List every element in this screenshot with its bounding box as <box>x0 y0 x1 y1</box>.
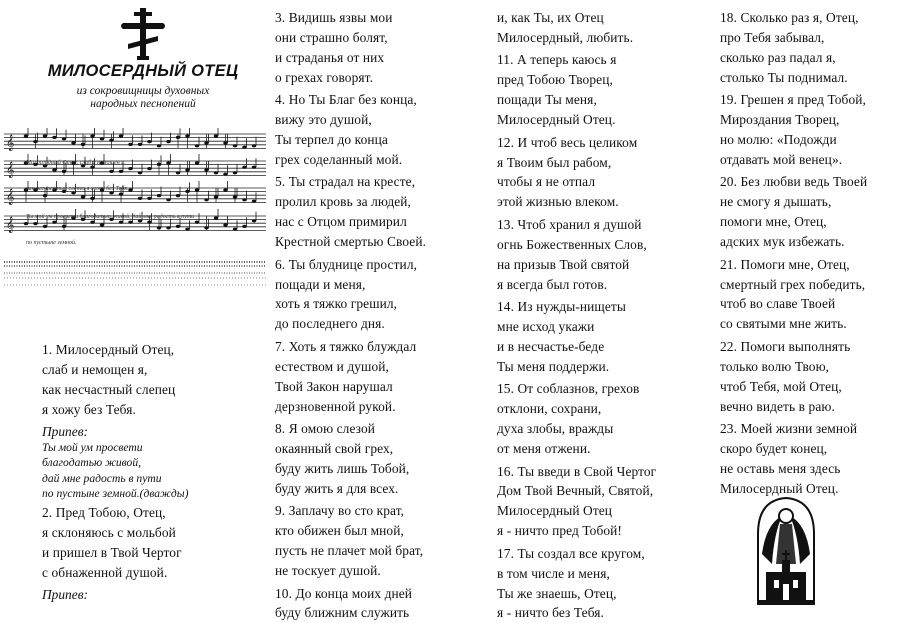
verse-line: 9. Заплачу во сто крат, <box>275 503 405 519</box>
verse-line: чтоб во славе Твоей <box>720 296 836 312</box>
verse-line: не смогу я дышать, <box>720 194 832 210</box>
stanza <box>497 297 656 377</box>
verse-line: как несчастный слепец <box>42 381 176 397</box>
verse-line: от меня отжени. <box>497 441 591 456</box>
refrain-line: дай мне радость в пути <box>42 471 162 485</box>
verse-line: я - ничто пред Тобой! <box>497 523 622 539</box>
verse-line: этой жизнью влеком. <box>497 194 619 210</box>
verse-line: 20. Без любви ведь Твоей <box>720 174 868 190</box>
verse-line: отклони, сохрани, <box>497 401 602 417</box>
stanza <box>275 337 426 417</box>
verse-line: пощади и меня, <box>275 276 366 292</box>
stanza <box>720 172 867 252</box>
refrain-line: Ты мой ум просвети <box>42 440 143 454</box>
verse-line: помоги мне, Отец, <box>720 214 827 230</box>
verse-line: с обнаженной душой. <box>42 564 168 580</box>
stanza <box>720 337 867 417</box>
stanza <box>497 8 656 48</box>
stanza <box>720 8 867 88</box>
treble-clef-icon: 𝄞 <box>6 190 15 205</box>
stanza <box>275 90 426 170</box>
verse-line: пред Тобою Творец, <box>497 72 613 88</box>
treble-clef-icon: 𝄞 <box>6 136 15 151</box>
verse-line: пусть не плачет мой брат, <box>275 543 424 559</box>
verse-line: в том числе и меня, <box>497 565 610 581</box>
verse-line: вечно видеть в раю. <box>720 398 835 414</box>
verse-line: грех соделанный мой. <box>275 151 403 167</box>
verse-line: и страданья от них <box>275 49 385 65</box>
verse-line: до последнего дня. <box>275 316 385 332</box>
verse-line: Ты же знаешь, Отец, <box>497 585 617 601</box>
verse-line: со святыми мне жить. <box>720 316 847 332</box>
verse-line: и, как Ты, их Отец <box>497 10 604 25</box>
refrain-label: Припев: <box>42 423 88 439</box>
verse-line: о грехах говорят. <box>275 69 374 85</box>
column-3 <box>497 8 656 623</box>
verse-line: 13. Чтоб хранил я душой <box>497 216 642 232</box>
subtitle-line: народных песнопений <box>90 98 196 110</box>
verse-line: 5. Ты страдал на кресте, <box>275 174 416 190</box>
music-lyric-line: по пустыне земной. <box>26 240 77 246</box>
verse-line: буду жить лишь Тобой, <box>275 460 410 476</box>
verse-line: слаб и немощен я, <box>42 361 148 377</box>
verse-line: 22. Помоги выполнять <box>720 338 851 354</box>
orthodox-cross-icon <box>120 8 166 65</box>
verse-line: чтобы я не отпал <box>497 174 596 190</box>
verse-line: Крестной смертью Своей. <box>275 234 427 250</box>
verse-line: 4. Но Ты Благ без конца, <box>275 92 417 108</box>
stanza <box>497 462 656 542</box>
verse-line: духа злобы, вражды <box>497 421 614 437</box>
verse-line: я всегда был готов. <box>497 276 608 292</box>
verse-line: сколько раз падал я, <box>720 49 836 65</box>
verse-line: буду ближним служить <box>275 605 410 621</box>
verse-line: чтоб Тебя, мой Отец, <box>720 378 842 394</box>
verse-line: столько Ты поднимал. <box>720 69 848 85</box>
verse-line: скоро будет конец, <box>720 441 828 456</box>
verse-line: дерзновенной рукой. <box>275 398 396 414</box>
stanza <box>720 255 867 335</box>
stanza <box>497 379 656 459</box>
verse-line: огнь Божественных Слов, <box>497 236 647 252</box>
verse-line: я - ничто без Тебя. <box>497 605 604 621</box>
verse-line: Мироздания Творец, <box>720 112 840 128</box>
stanza <box>275 501 426 581</box>
verse-line: отдавать мой венец». <box>720 151 843 167</box>
stanza <box>275 8 426 88</box>
stanza-1 <box>42 340 188 420</box>
verse-line: 18. Сколько раз я, Отец, <box>720 10 859 25</box>
verse-line: вижу это душой, <box>275 112 372 128</box>
stanza <box>497 544 656 623</box>
verse-line: Милосердный Отец <box>497 503 613 519</box>
verse-line: естеством и душой, <box>275 358 389 374</box>
verse-line: на призыв Твой святой <box>497 256 630 272</box>
verse-line: 10. До конца моих дней <box>275 585 413 601</box>
verse-line: пощади Ты меня, <box>497 92 597 108</box>
verse-line: я Твоим был рабом, <box>497 154 612 170</box>
angel-church-icon <box>752 494 820 611</box>
verse-line: 16. Ты введи в Свой Чертог <box>497 463 657 479</box>
refrain-line: по пустыне земной.(дважды) <box>42 487 189 501</box>
verse-line: 2. Пред Тобою, Отец, <box>42 505 166 520</box>
stanza <box>497 133 656 213</box>
verse-line: пролил кровь за людей, <box>275 194 411 210</box>
verse-line: 7. Хоть я тяжко блуждал <box>275 338 417 354</box>
verse-line: Милосердный Отец. <box>497 112 616 128</box>
verse-line: 1. Милосердный Отец, <box>42 342 175 357</box>
verse-line: Дом Твой Вечный, Святой, <box>497 483 654 499</box>
verse-line: Милосердный Отец. <box>720 480 839 496</box>
subtitle <box>40 85 246 111</box>
verse-line: Ты меня поддержи. <box>497 358 610 374</box>
verse-line: хоть я тяжко грешил, <box>275 296 398 312</box>
verse-line: 3. Видишь язвы мои <box>275 10 393 25</box>
verse-line: 8. Я омою слезой <box>275 421 376 437</box>
verse-line: 12. И чтоб весь целиком <box>497 134 638 150</box>
verse-line: смертный грех победить, <box>720 276 866 292</box>
verse-line: только волю Твою, <box>720 358 830 374</box>
verse-line: нас с Отцом примирил <box>275 214 407 230</box>
verse-line: буду жить я для всех. <box>275 480 399 496</box>
stanza <box>497 50 656 130</box>
refrain <box>42 440 188 502</box>
column-1 <box>42 340 188 605</box>
treble-clef-icon: 𝄞 <box>6 163 15 178</box>
verse-line: 19. Грешен я пред Тобой, <box>720 92 866 108</box>
stanza-2 <box>42 503 188 583</box>
verse-line: 6. Ты блуднице простил, <box>275 256 418 272</box>
stanza <box>720 90 867 170</box>
stanza <box>275 255 426 335</box>
column-2 <box>275 8 426 623</box>
refrain-line: благодатью живой, <box>42 456 142 470</box>
verse-line: 21. Помоги мне, Отец, <box>720 256 850 272</box>
verse-line: Ты терпел до конца <box>275 132 388 148</box>
music-lyric-line: как несчастный слепец я хожу без Тебя. <box>26 186 129 192</box>
subtitle-line: из сокровищницы духовных <box>76 85 210 97</box>
stanza <box>720 419 867 499</box>
sheet-music <box>4 128 266 298</box>
verse-line: Милосердный, любить. <box>497 29 634 45</box>
verse-line: Твой Закон нарушал <box>275 378 393 394</box>
verse-line: окаянный свой грех, <box>275 441 394 456</box>
verse-line: не оставь меня здесь <box>720 460 841 476</box>
verse-line: 23. Моей жизни земной <box>720 421 858 437</box>
stanza <box>275 584 426 623</box>
verse-line: я хожу без Тебя. <box>42 401 136 417</box>
stanza <box>497 215 656 295</box>
verse-line: 15. От соблазнов, грехов <box>497 381 640 397</box>
verse-line: 14. Из нужды-нищеты <box>497 299 626 315</box>
verse-line: 17. Ты создал все кругом, <box>497 545 645 561</box>
verse-line: и в несчастье-беде <box>497 338 605 354</box>
verse-line: они страшно болят, <box>275 29 388 45</box>
verse-line: мне исход укажи <box>497 318 595 334</box>
verse-line: 11. А теперь каюсь я <box>497 52 617 68</box>
verse-line: кто обижен был мной, <box>275 523 404 539</box>
music-lyric-line: Милосердный Отец, слаб и немощен я, <box>26 160 126 166</box>
verse-line: я склоняюсь с мольбой <box>42 524 176 540</box>
verse-line: и пришел в Твой Чертог <box>42 544 182 560</box>
stanza <box>275 172 426 252</box>
music-lyric-line: Ты мой ум просвети благодатью живой, дай мне радость в пути <box>26 214 195 220</box>
stanza <box>275 419 426 499</box>
refrain-label: Припев: <box>42 586 88 602</box>
verse-line: не тоскует душой. <box>275 563 381 579</box>
page-title: МИЛОСЕРДНЫЙ ОТЕЦ <box>47 62 239 80</box>
treble-clef-icon: 𝄞 <box>6 218 15 233</box>
column-4 <box>720 8 867 499</box>
verse-line: адских мук избежать. <box>720 234 845 250</box>
verse-line: про Тебя забывал, <box>720 29 825 45</box>
verse-line: но молю: «Подожди <box>720 132 837 148</box>
